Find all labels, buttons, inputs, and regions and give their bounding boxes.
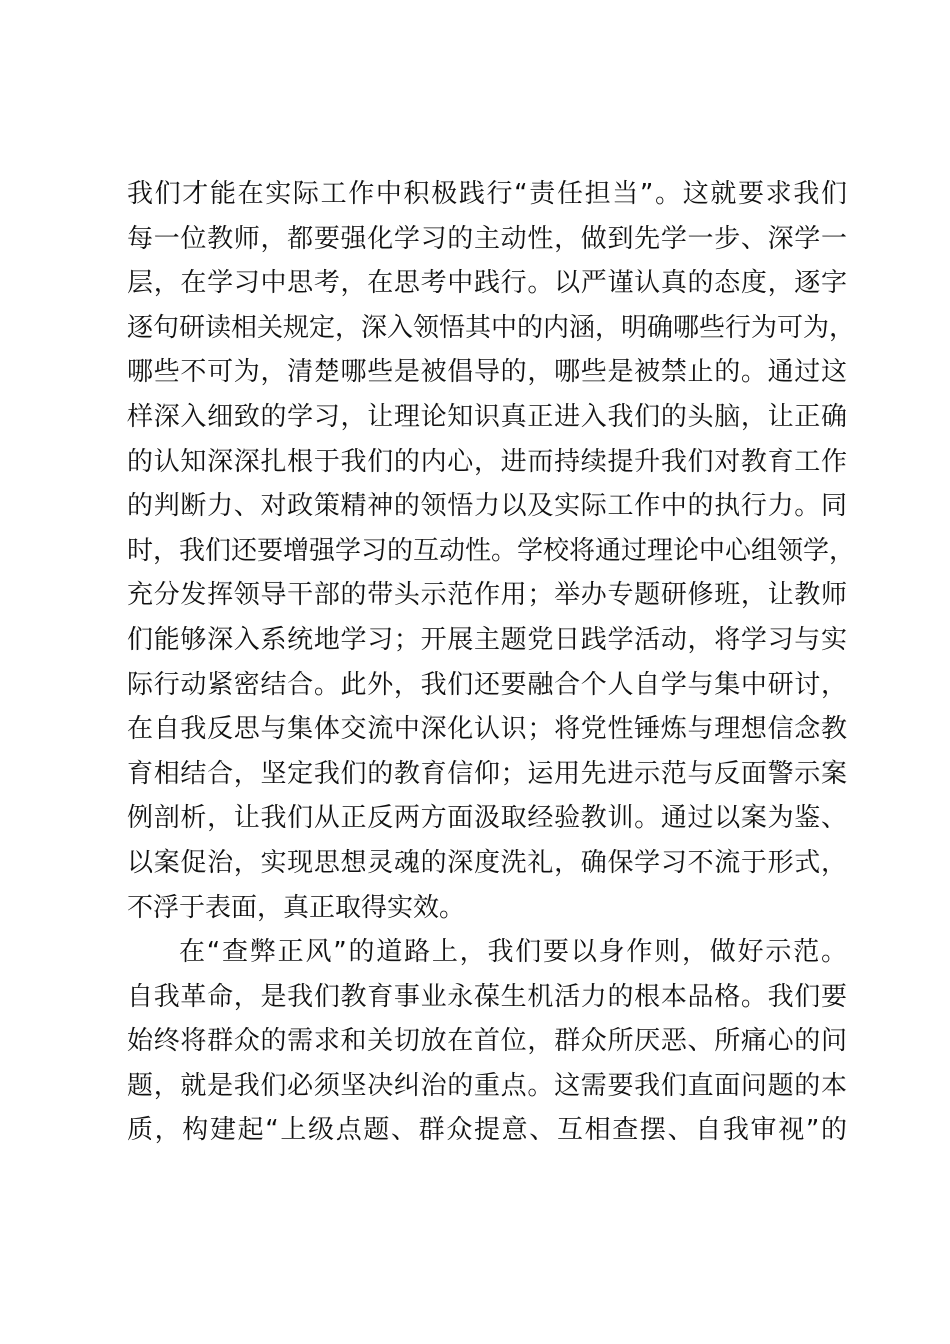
text-line: 的认知深深扎根于我们的内心，进而持续提升我们对教育工作 [127,446,847,477]
text-line: 样深入细致的学习，让理论知识真正进入我们的头脑，让正确 [127,401,847,432]
body-text [127,172,856,1153]
text-line: 逐句研读相关规定，深入领悟其中的内涵，明确哪些行为可为， [127,312,856,343]
text-line: 每一位教师，都要强化学习的主动性，做到先学一步、深学一 [127,223,847,254]
text-line: 例剖析，让我们从正反两方面汲取经验教训。通过以案为鉴、 [127,803,847,834]
paragraph-end-line: 不浮于表面，真正取得实效。 [127,892,466,923]
text-line: 题，就是我们必须坚决纠治的重点。这需要我们直面问题的本 [127,1070,847,1101]
text-line: 充分发挥领导干部的带头示范作用；举办专题研修班，让教师 [127,580,847,611]
text-line: 质，构建起“上级点题、群众提意、互相查摆、自我审视”的 [127,1115,847,1146]
text-line: 在自我反思与集体交流中深化认识；将党性锤炼与理想信念教 [127,714,847,745]
text-line: 始终将群众的需求和关切放在首位，群众所厌恶、所痛心的问 [127,1026,847,1057]
text-line: 我们才能在实际工作中积极践行“责任担当”。这就要求我们 [127,179,847,209]
text-line: 自我革命，是我们教育事业永葆生机活力的根本品格。我们要 [127,981,847,1012]
text-line: 育相结合，坚定我们的教育信仰；运用先进示范与反面警示案 [127,758,847,789]
paragraph-start-line: 在“查弊正风”的道路上，我们要以身作则，做好示范。 [179,937,847,968]
text-line: 们能够深入系统地学习；开展主题党日践学活动，将学习与实 [127,624,847,655]
text-line: 哪些不可为，清楚哪些是被倡导的，哪些是被禁止的。通过这 [127,357,847,388]
text-line: 以案促治，实现思想灵魂的深度洗礼，确保学习不流于形式， [127,847,847,878]
text-line: 层，在学习中思考，在思考中践行。以严谨认真的态度，逐字 [127,268,847,299]
text-line: 时，我们还要增强学习的互动性。学校将通过理论中心组领学， [127,535,856,566]
text-line: 的判断力、对政策精神的领悟力以及实际工作中的执行力。同 [127,491,847,522]
text-line: 际行动紧密结合。此外，我们还要融合个人自学与集中研讨， [127,669,847,700]
